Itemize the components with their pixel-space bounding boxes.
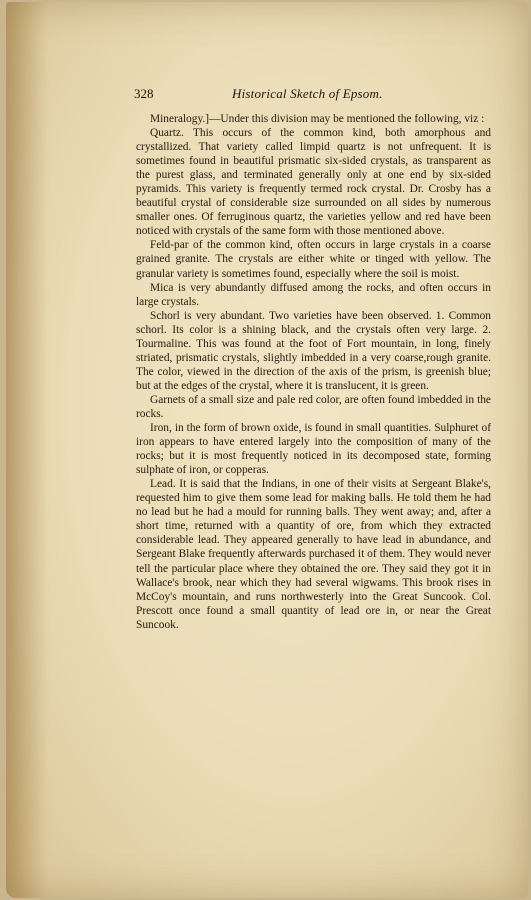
paragraph-lead: Lead. It is said that the Indians, in one of their visits at Sergeant Blake's, requested him to give them some lead for making balls. He told them he had no lead but he had a mould for running balls. They went away; and, after a short time, returned with a quantity of ore, from which they extracted considerable lead. They appeared generally to have lead in abundance, and Sergeant Blake frequently afterwards purchased it of them. They would never tell the particular place where they obtained the ore. They said they got it in Wallace's brook, near which they had several wigwams. This brook rises in McCoy's mountain, and runs northwesterly into the Great Suncook. Col. Prescott once found a small quantity of lead ore in, or near the Great Suncook.	[136, 478, 491, 631]
running-head: Historical Sketch of Epsom.	[232, 86, 383, 101]
paragraph-mineralogy: Mineralogy.]—Under this division may be mentioned the following, viz :	[150, 113, 485, 125]
page-body	[136, 112, 491, 632]
page-number: 328	[134, 86, 154, 101]
paragraph-garnets: Garnets of a small size and pale red color, are often found imbedded in the rocks.	[136, 393, 491, 420]
paragraph-schorl: Schorl is very abundant. Two varieties have been observed. 1. Common schorl. Its color is a shining black, and the crystals often very large. 2. Tourmaline. This was found at the foot of Fort mountain, in long, finely striated, prismatic crystals, slightly imbedded in a very coarse,rough granite. The color, viewed in the direction of the axis of the prism, is greenish blue; but at the edges of the crystal, where it is translucent, it is green.	[136, 309, 491, 392]
paragraph-mica: Mica is very abundantly diffused among the rocks, and often occurs in large crystals.	[136, 281, 491, 308]
paragraph-feldspar: Feld-par of the common kind, often occurs in large crystals in a coarse grained granite. The crystals are either white or tinged with yellow. The granular variety is sometimes found, especially where the soil is moist.	[136, 239, 491, 280]
book-page	[6, 2, 528, 898]
paragraph-iron: Iron, in the form of brown oxide, is found in small quantities. Sulphuret of iron appears to have entered largely into the composition of many of the rocks; but it is most frequently noticed in its decomposed state, forming sulphate of iron, or copperas.	[136, 422, 491, 477]
page-header	[134, 86, 494, 106]
paragraph-quartz: Quartz. This occurs of the common kind, both amorphous and crystallized. That variety called limpid quartz is not unfrequent. It is sometimes found in beautiful prismatic six-sided crystals, as transparent as the purest glass, and terminated generally only at one end by six-sided pyramids. This variety is frequently termed rock crystal. Dr. Crosby has a beautiful crystal of considerable size surrounded on all sides by numerous smaller ones. Of ferruginous quartz, the varieties yellow and red have been noticed with crystals of the same form with those mentioned above.	[136, 127, 491, 238]
